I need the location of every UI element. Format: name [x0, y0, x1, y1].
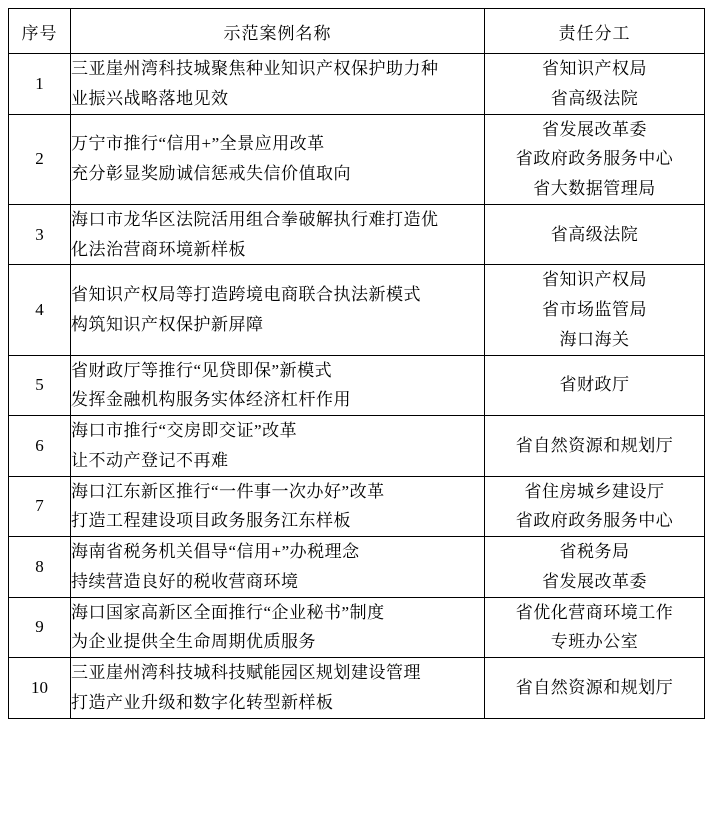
- case-name-line: 化法治营商环境新样板: [71, 239, 246, 259]
- case-name-line: 发挥金融机构服务实体经济杠杆作用: [71, 390, 351, 410]
- responsibility-line: 省市场监管局: [542, 300, 647, 319]
- table-row: [9, 114, 705, 204]
- case-name-cell: [71, 265, 485, 355]
- table-row: [9, 265, 705, 355]
- row-index: 5: [9, 355, 71, 416]
- case-name-line: 海口市推行“交房即交证”改革: [71, 421, 298, 440]
- case-name-line: 让不动产登记不再难: [71, 450, 229, 470]
- case-name-cell: [71, 204, 485, 265]
- responsibility-line: 专班办公室: [550, 632, 639, 652]
- case-name-line: 三亚崖州湾科技城科技赋能园区规划建设管理: [71, 663, 421, 682]
- case-name-line: 海口市龙华区法院活用组合拳破解执行难打造优: [71, 209, 439, 229]
- case-name-line: 省财政厅等推行“见贷即保”新模式: [71, 360, 333, 380]
- responsibility-line: 省发展改革委: [542, 119, 647, 139]
- responsibility-line: 省知识产权局: [542, 270, 647, 290]
- row-index: 8: [9, 537, 71, 598]
- row-index: 9: [9, 597, 71, 658]
- table-row: [9, 204, 705, 265]
- row-index: 1: [9, 54, 71, 115]
- row-index: 2: [9, 114, 71, 204]
- case-name-cell: [71, 476, 485, 537]
- responsibility-cell: [485, 204, 705, 265]
- case-name-line: 为企业提供全生命周期优质服务: [71, 632, 316, 652]
- responsibility-line: 省自然资源和规划厅: [515, 435, 674, 455]
- row-index: 10: [9, 658, 71, 719]
- case-name-cell: [71, 537, 485, 598]
- case-name-line: 万宁市推行“信用+”全景应用改革: [71, 134, 325, 154]
- case-name-cell: [71, 416, 485, 477]
- case-name-line: 持续营造良好的税收营商环境: [71, 571, 299, 591]
- responsibility-line: 省政府政务服务中心: [515, 511, 674, 531]
- table-row: [9, 355, 705, 416]
- responsibility-cell: [485, 537, 705, 598]
- row-index: 3: [9, 204, 71, 265]
- responsibility-cell: [485, 114, 705, 204]
- case-name-line: 打造工程建设项目政务服务江东样板: [71, 511, 351, 531]
- responsibility-line: 省自然资源和规划厅: [515, 677, 674, 697]
- responsibility-line: 省高级法院: [550, 88, 639, 108]
- responsibility-line: 省大数据管理局: [533, 179, 656, 198]
- table-body: [9, 54, 705, 719]
- case-name-cell: [71, 355, 485, 416]
- case-name-cell: [71, 597, 485, 658]
- case-name-line: 海口国家高新区全面推行“企业秘书”制度: [71, 602, 385, 622]
- case-name-cell: [71, 114, 485, 204]
- responsibility-cell: [485, 658, 705, 719]
- case-name-line: 构筑知识产权保护新屏障: [71, 314, 264, 334]
- case-name-line: 海南省税务机关倡导“信用+”办税理念: [71, 542, 360, 561]
- row-index: 4: [9, 265, 71, 355]
- responsibility-line: 省优化营商环境工作: [515, 602, 674, 622]
- table-row: [9, 54, 705, 115]
- responsibility-line: 省住房城乡建设厅: [524, 481, 665, 501]
- responsibility-line: 省知识产权局: [542, 59, 647, 78]
- table-row: [9, 416, 705, 477]
- responsibility-line: 省财政厅: [559, 375, 630, 395]
- case-name-line: 三亚崖州湾科技城聚焦种业知识产权保护助力种: [71, 59, 439, 78]
- table-row: [9, 658, 705, 719]
- responsibility-line: 省税务局: [559, 542, 630, 561]
- demonstration-cases-table: [8, 8, 705, 719]
- column-header-name: 示范案例名称: [71, 9, 485, 54]
- responsibility-cell: [485, 54, 705, 115]
- responsibility-line: 省政府政务服务中心: [515, 149, 674, 169]
- responsibility-line: 省发展改革委: [542, 571, 647, 591]
- responsibility-line: 省高级法院: [550, 224, 639, 244]
- responsibility-cell: [485, 355, 705, 416]
- row-index: 7: [9, 476, 71, 537]
- case-name-line: 业振兴战略落地见效: [71, 88, 229, 108]
- table-row: [9, 476, 705, 537]
- column-header-index: 序号: [9, 9, 71, 54]
- case-name-line: 省知识产权局等打造跨境电商联合执法新模式: [71, 285, 421, 305]
- case-name-line: 充分彰显奖励诚信惩戒失信价值取向: [71, 164, 351, 184]
- responsibility-cell: [485, 597, 705, 658]
- case-name-line: 打造产业升级和数字化转型新样板: [71, 692, 334, 712]
- case-name-cell: [71, 658, 485, 719]
- responsibility-line: 海口海关: [559, 329, 630, 349]
- table-row: [9, 537, 705, 598]
- case-name-cell: [71, 54, 485, 115]
- column-header-responsibility: 责任分工: [485, 9, 705, 54]
- table-header-row: [9, 9, 705, 54]
- responsibility-cell: [485, 476, 705, 537]
- responsibility-cell: [485, 416, 705, 477]
- table-row: [9, 597, 705, 658]
- row-index: 6: [9, 416, 71, 477]
- case-name-line: 海口江东新区推行“一件事一次办好”改革: [71, 481, 385, 501]
- responsibility-cell: [485, 265, 705, 355]
- table-header: [9, 9, 705, 54]
